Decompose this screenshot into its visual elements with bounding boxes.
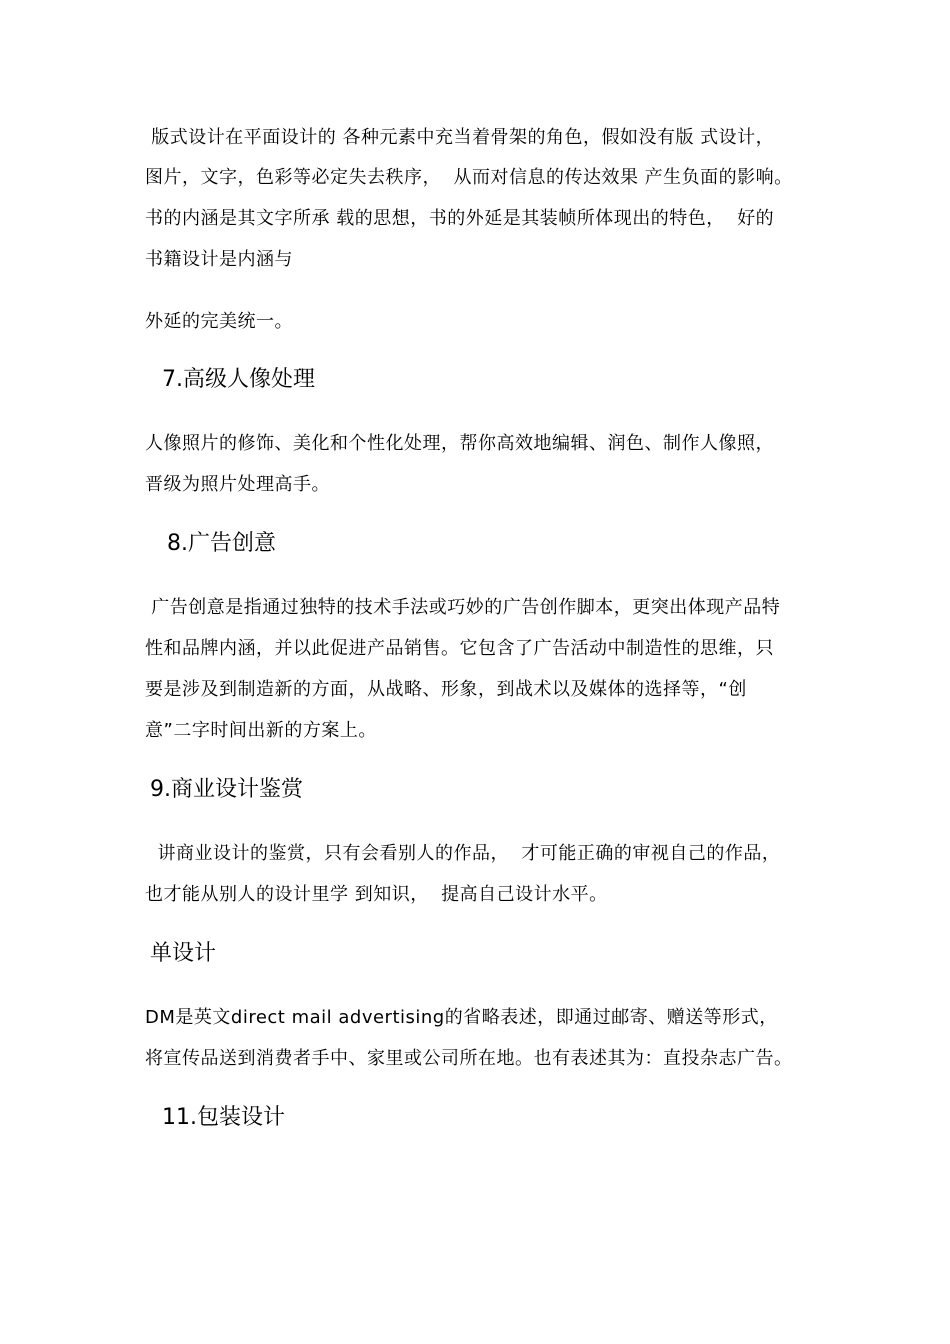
- paragraph-line: 讲商业设计的鉴赏，只有会看别人的作品， 才可能正确的审视自己的作品，: [145, 843, 781, 864]
- paragraph-line: 要是涉及到制造新的方面，从战略、形象，到战术以及媒体的选择等，“创: [145, 679, 747, 700]
- section-heading: 11.包装设计: [162, 1105, 285, 1130]
- paragraph-line: 性和品牌内涵，并以此促进产品销售。它包含了广告活动中制造性的思维，只: [145, 638, 774, 659]
- paragraph-line: 书籍设计是内涵与: [145, 249, 293, 270]
- paragraph-line: DM是英文direct mail advertising的省略表述，即通过邮寄、赠送等形式，: [145, 1007, 778, 1028]
- paragraph-line: 书的内涵是其文字所承 载的思想，书的外延是其装帧所体现出的特色， 好的: [145, 208, 775, 229]
- paragraph-line: 意”二字时间出新的方案上。: [145, 720, 377, 741]
- paragraph-line: 图片，文字，色彩等必定失去秩序， 从而对信息的传达效果 产生负面的影响。: [145, 167, 793, 188]
- paragraph-line: 版式设计在平面设计的 各种元素中充当着骨架的角色，假如没有版 式设计，: [145, 127, 775, 148]
- paragraph-line: 外延的完美统一。: [145, 311, 293, 332]
- paragraph-line: 将宣传品送到消费者手中、家里或公司所在地。也有表述其为：直投杂志广告。: [145, 1048, 793, 1069]
- paragraph-line: 广告创意是指通过独特的技术手法或巧妙的广告创作脚本，更突出体现产品特: [145, 597, 781, 618]
- section-heading: 单设计: [150, 941, 217, 966]
- section-heading: 7.高级人像处理: [162, 367, 315, 392]
- section-heading: 8.广告创意: [167, 531, 276, 556]
- section-heading: 9.商业设计鉴赏: [150, 777, 303, 802]
- paragraph-line: 晋级为照片处理高手。: [145, 474, 330, 495]
- paragraph-line: 人像照片的修饰、美化和个性化处理，帮你高效地编辑、润色、制作人像照，: [145, 433, 774, 454]
- paragraph-line: 也才能从别人的设计里学 到知识， 提高自己设计水平。: [145, 884, 608, 905]
